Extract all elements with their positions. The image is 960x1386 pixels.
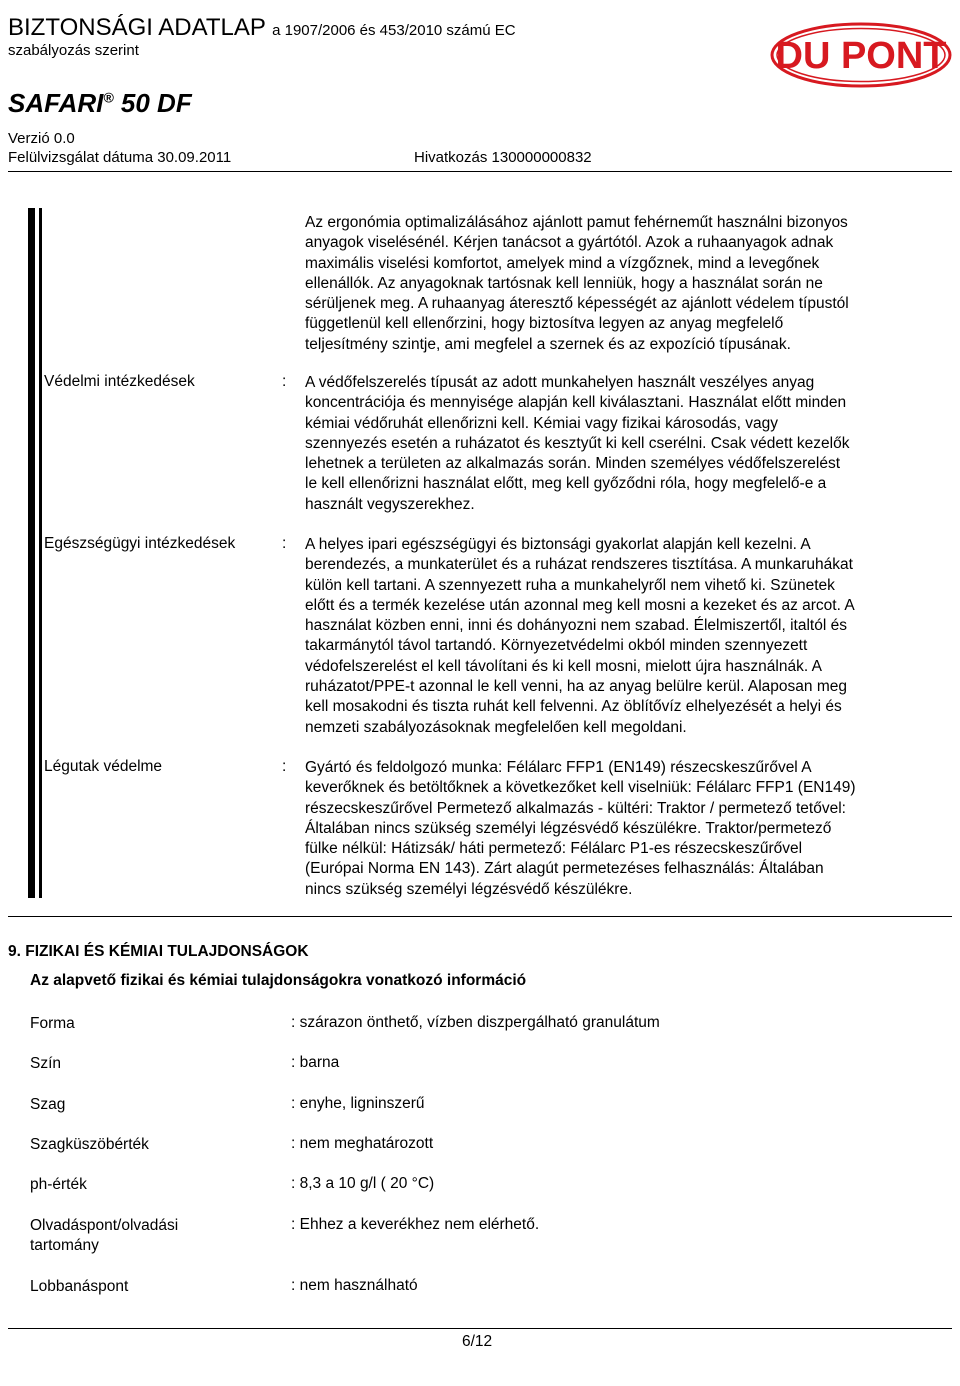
document-title (8, 14, 516, 42)
section-9-subtitle: Az alapvető fizikai és kémiai tulajdonságokra vonatkozó információ (30, 972, 527, 989)
revision-date: Felülvizsgálat dátuma 30.09.2011 (8, 149, 232, 166)
property-label-odor-threshold: Szagküszöbérték (30, 1136, 149, 1153)
document-title-main: BIZTONSÁGI ADATLAP (8, 14, 266, 41)
text-line: ellenállók. Az anyagoknak tartósnak kell lenniük, hogy a használat során ne (305, 274, 823, 292)
text-line: koncentrációja és mennyisége alapján kell kiválasztani. Használat előtt minden (305, 394, 847, 412)
property-value-odor-threshold: : nem meghatározott (291, 1135, 434, 1152)
property-value-ph: : 8,3 a 10 g/l ( 20 °C) (291, 1175, 435, 1192)
product-name-text: SAFARI (8, 88, 104, 118)
field-colon: : (282, 373, 287, 390)
document-title-regulation-cont: szabályozás szerint (8, 42, 139, 59)
text-line: szennyezés esetén a ruházatot és kesztyűt ki kell cserélni. Csak védett kezelők (305, 434, 850, 452)
text-line: függetlenül kell ellenőrzini, hogy biztosítva legyen az anyag megfelelő (305, 315, 784, 333)
property-label-line: tartomány (30, 1237, 99, 1254)
text-line: kell mosakodni és tiszta ruhát kell felvenni. Az öblítővíz elhelyezését a helyi és (305, 698, 842, 716)
text-line: nincs szükség személyi légzésvédő készülékre. (305, 880, 633, 898)
intro-paragraph (305, 213, 935, 355)
property-label-line: Olvadáspont/olvadási (30, 1217, 179, 1234)
text-line: nemzeti szabályozásoknak megfelelően kell megoldani. (305, 718, 687, 736)
text-line: (Európai Norma EN 143). Zárt alagút permetezéses felhasználás: Általában (305, 860, 824, 878)
text-line: teljesítmény szintje, ami megfelel a szernek és az expozíció típusának. (305, 335, 791, 353)
text-line: védofelszerelést el kell távolítani és ki kell mosni, mielott újra használnák. A (305, 657, 822, 675)
text-line: berendezés, a munkaterület és a ruházat rendszeres tisztítása. A munkaruhákat (305, 556, 853, 574)
text-line: A védőfelszerelés típusát az adott munkahelyen használt veszélyes anyag (305, 374, 815, 391)
protective-measures-label: Védelmi intézkedések (44, 373, 195, 390)
text-line: kémiai védőruhát ellenőrizni kell. Kémiai vagy fizikai károsodás, vagy (305, 414, 778, 432)
product-suffix: 50 DF (120, 88, 192, 118)
hygiene-measures-text (305, 535, 935, 738)
text-line: előtt és a termék kezelése után azonnal meg kell mosni a kezeket és az arcot. A (305, 596, 855, 614)
text-line: részecskeszűrővel Permetező alkalmazás - kültéri: Traktor / permetező tetővel: (305, 799, 846, 817)
hygiene-measures-label: Egészségügyi intézkedések (44, 535, 236, 552)
text-line: használt vegyszerekhez. (305, 495, 475, 513)
dupont-logo (770, 22, 952, 88)
property-label-odor: Szag (30, 1096, 66, 1113)
text-line: maximális viselési komfortot, amelyek mind a vízgőznek, mind a levegőnek (305, 254, 820, 272)
version-label: Verzió 0.0 (8, 130, 75, 147)
reference-number: Hivatkozás 130000000832 (414, 149, 592, 166)
property-value-color: : barna (291, 1054, 340, 1071)
text-line: külön kell tartani. A szennyezett ruha a munkahelyről nem vihető ki. Szünetek (305, 576, 835, 594)
property-label-ph: ph-érték (30, 1176, 87, 1193)
field-colon: : (282, 758, 287, 775)
property-label-form: Forma (30, 1015, 75, 1032)
footer-divider (8, 1328, 952, 1329)
section-divider (8, 916, 952, 917)
revision-bar (39, 208, 42, 898)
field-colon: : (282, 535, 287, 552)
text-line: Gyártó és feldolgozó munka: Félálarc FFP1 (EN149) részecskeszűrővel A (305, 759, 812, 776)
property-value-form: : szárazon önthető, vízben diszpergálható granulátum (291, 1014, 660, 1031)
text-line: lehetnek a területen az alkalmazás során. Minden személyes védőfelszerelést (305, 455, 841, 473)
revision-bar (28, 208, 35, 898)
text-line: sérüljenek meg. A ruhaanyag áteresztő képességét az ajánlott védelem típustól (305, 295, 849, 313)
text-line: Az ergonómia optimalizálásához ajánlott pamut fehérneműt használni bizonyos (305, 214, 848, 231)
page-number: 6/12 (462, 1333, 493, 1350)
property-value-odor: : enyhe, ligninszerű (291, 1095, 425, 1112)
text-line: használat közben enni, inni és dohányozni nem szabad. Élelmiszertől, italtól és (305, 617, 847, 635)
text-line: A helyes ipari egészségügyi és biztonsági gyakorlat alapján kell kezelni. A (305, 536, 811, 553)
section-9-title: 9. FIZIKAI ÉS KÉMIAI TULAJDONSÁGOK (8, 943, 309, 960)
document-title-regulation: a 1907/2006 és 453/2010 számú EC (272, 22, 516, 39)
product-name (8, 88, 192, 119)
text-line: fülke nélkül: Hátizsák/ háti permetező: Félálarc P1-es részecskeszűrővel (305, 840, 803, 858)
respiratory-protection-text (305, 758, 935, 900)
respiratory-protection-label: Légutak védelme (44, 758, 163, 775)
registered-mark: ® (103, 89, 114, 106)
header-divider (8, 171, 952, 172)
logo-text: DU PONT (775, 35, 947, 77)
property-label-color: Szín (30, 1055, 62, 1072)
property-value-melting-point: : Ehhez a keverékhez nem elérhető. (291, 1216, 540, 1233)
text-line: Általában nincs szükség személyi légzésvédő készülékre. Traktor/permetező (305, 819, 832, 837)
text-line: keverőknek és betöltőknek a következőket kell viselniük: Félálarc FFP1 (EN149) (305, 779, 856, 797)
text-line: le kell ellenőrizni használat előtt, meg kell győződni róla, hogy megfelelő-e a (305, 475, 827, 493)
text-line: ruházatot/PPE-t azonnal le kell venni, ha az anyag belülre kerül. Alaposan meg (305, 678, 847, 696)
property-label-flash-point: Lobbanáspont (30, 1278, 129, 1295)
text-line: anyagok viselésénél. Kérjen tanácsot a gyártótól. Azok a ruhaanyagok adnak (305, 234, 834, 252)
protective-measures-text (305, 373, 935, 515)
text-line: takarmánytól távol tartandó. Környezetvédelmi okból minden szennyezett (305, 637, 808, 655)
property-value-flash-point: : nem használható (291, 1277, 418, 1294)
property-label-melting-point (30, 1216, 178, 1256)
